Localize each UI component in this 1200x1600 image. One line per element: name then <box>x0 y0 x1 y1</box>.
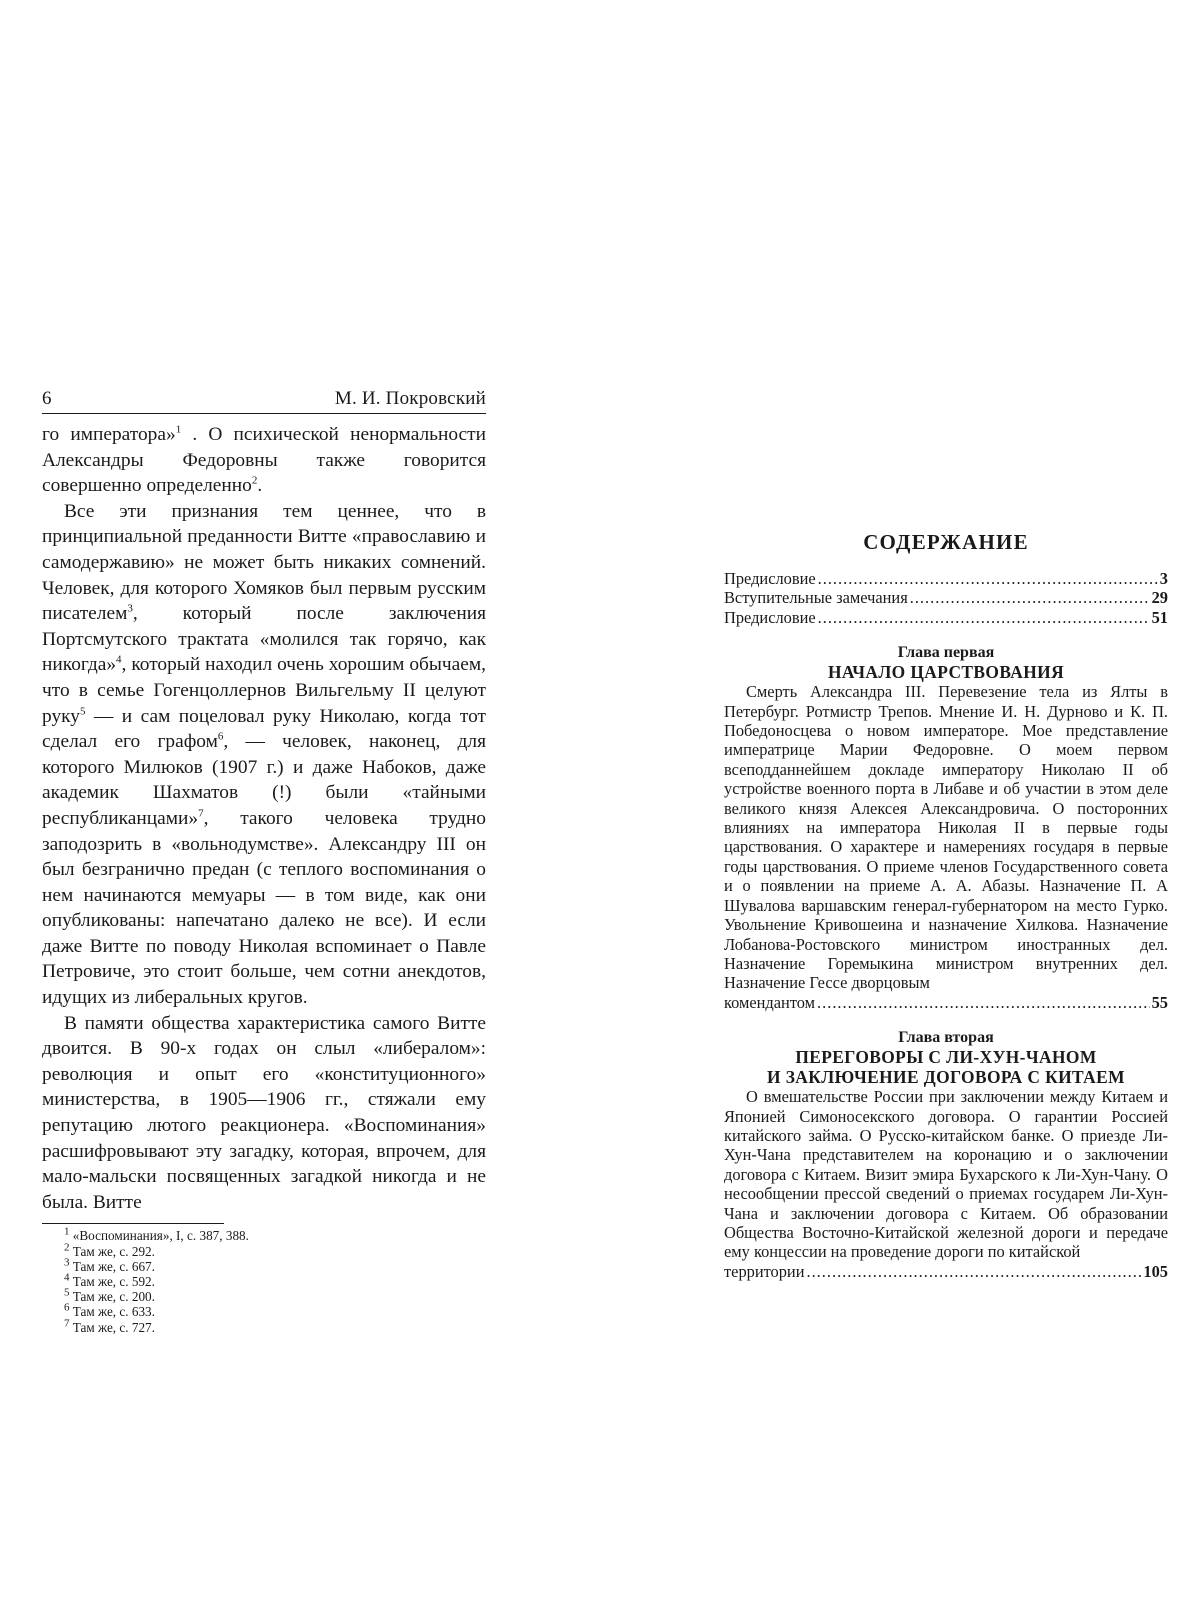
right-page <box>724 530 1168 1281</box>
footnote-text: Там же, с. 592. <box>69 1274 155 1290</box>
running-head <box>42 388 486 414</box>
chapter-description: О вмешательстве России при заключении между Китаем и Японией Симоносекского договора. О гарантии Россией китайского займа. О Русско-китайском банке. О приезде Ли-Хун-Чана представителем на коронацию и о заключении договора с Китаем. Визит эмира Бухарского к Ли-Хун-Чану. О несообщении прессой сведений о приемах государем Ли-Хун-Чана и заключении договора с Китаем. Об образовании Общества Восточно-Китайской железной дороги и передаче ему концессии на проведение дороги по китайской <box>724 1087 1168 1262</box>
footnote-ref[interactable]: 6 <box>217 730 224 743</box>
footnote-text: «Воспоминания», I, с. 387, 388. <box>69 1228 249 1244</box>
chapter-description-last-line <box>724 993 1168 1012</box>
chapter-title: НАЧАЛО ЦАРСТВОВАНИЯ <box>827 662 1065 683</box>
footnote-ref[interactable]: 4 <box>116 653 122 666</box>
toc-entry-page: 29 <box>1151 588 1168 608</box>
footnote-number: 3 <box>64 1256 70 1269</box>
chapter-page: 105 <box>1143 1261 1168 1281</box>
footnote-ref[interactable]: 7 <box>198 807 204 820</box>
footnote-number: 6 <box>64 1302 70 1315</box>
toc-leader-dots <box>818 569 1158 588</box>
chapter-page: 55 <box>1151 992 1168 1012</box>
footnote-ref[interactable]: 5 <box>79 705 86 718</box>
chapter-description-last-line <box>724 1262 1168 1281</box>
chapter-number: Глава первая <box>897 644 995 662</box>
left-page <box>42 388 486 1335</box>
footnote <box>64 1271 486 1290</box>
footnote <box>64 1286 486 1305</box>
footnote-text: Там же, с. 633. <box>69 1304 155 1320</box>
toc-chapter[interactable] <box>724 1028 1168 1281</box>
footnote-number: 4 <box>64 1271 70 1284</box>
footnote-number: 5 <box>64 1286 70 1299</box>
toc-leader-dots <box>806 1262 1141 1281</box>
footnote-ref[interactable]: 2 <box>251 474 258 487</box>
chapter-number: Глава вторая <box>898 1029 994 1047</box>
footnote-number: 1 <box>64 1226 70 1239</box>
paragraph: го императора»$^1$ . О психической ненормальности Александры Федоровны также говорится совершенно определенно$^2$. <box>42 423 486 497</box>
chapter-description-tail: комендантом <box>724 992 816 1012</box>
toc-entry-label: Вступительные замечания <box>724 588 908 608</box>
footnote-text: Там же, с. 727. <box>69 1319 155 1335</box>
toc-entry-label: Предисловие <box>724 607 816 627</box>
toc-entry[interactable] <box>724 608 1168 627</box>
toc-entry-page: 3 <box>1159 569 1168 588</box>
footnote-number: 7 <box>64 1317 70 1330</box>
footnote-text: Там же, с. 667. <box>69 1258 155 1274</box>
paragraph: Все эти признания тем ценнее, что в принципиальной преданности Витте «православию и самодержавию» не может быть никаких сомнений. Человек, для которого Хомяков был первым русским писателем$^3$, который после заключения Портсмутского трактата «молился так горячо, как никогда»$^4$, который находил очень хорошим обычаем, что в семье Гогенцоллернов Вильгельму II целуют руку$^5$ — и сам поцеловал руку Николаю, когда тот сделал его графом$^6$, — человек, наконец, для которого Милюков (1907 г.) и даже Набоков, даже академик Шахматов (!) были «тайными республиканцами»$^7$, такого человека трудно заподозрить в «вольнодумстве». Александру III он был безгранично предан (с теплого воспоминания о нем начинаются мемуары — в том виде, как они опубликованы: напечатано далеко не все). И если даже Витте по поводу Николая вспоминает о Павле Петровиче, это стоит больше, чем сотни анекдотов, идущих из либеральных кругов. <box>42 500 486 1009</box>
footnote-rule <box>42 1223 224 1224</box>
footnote-number: 2 <box>64 1241 70 1254</box>
body-text <box>42 422 486 1215</box>
footnote <box>64 1256 486 1274</box>
running-author: М. И. Покровский <box>334 388 486 409</box>
toc-leader-dots <box>817 993 1150 1012</box>
toc-entry[interactable] <box>724 569 1168 588</box>
footnote-ref[interactable]: 1 <box>175 423 182 436</box>
toc-front-matter <box>724 569 1168 627</box>
page-number: 6 <box>42 388 52 409</box>
footnote <box>64 1228 486 1243</box>
footnote-text: Там же, с. 200. <box>69 1289 155 1305</box>
toc-title: СОДЕРЖАНИЕ <box>863 530 1029 554</box>
toc-entry[interactable] <box>724 588 1168 607</box>
footnotes <box>42 1228 486 1334</box>
chapter-description-tail: территории <box>724 1261 805 1281</box>
toc-leader-dots <box>910 588 1150 607</box>
toc-chapters <box>724 643 1168 1281</box>
chapter-title: И ЗАКЛЮЧЕНИЕ ДОГОВОРА С КИТАЕМ <box>767 1067 1125 1088</box>
footnote-text: Там же, с. 292. <box>69 1243 155 1259</box>
footnote <box>64 1304 486 1319</box>
chapter-description: Смерть Александра III. Перевезение тела из Ялты в Петербург. Ротмистр Трепов. Мнение И. Н. Дурново и К. П. Победоносцева о новом императоре. Мое представление императрице Марии Федоровне. О моем первом всеподданнейшем докладе императору Николаю II об устройстве военного порта в Либаве и об участии в этом деле великого князя Алексея Александровича. О посторонних влияниях на императора Николая II в первые годы царствования. О характере и намерениях государя в первые годы царствования. О приеме членов Государственного совета и о появлении на приеме А. А. Абазы. Назначение П. А Шувалова варшавским генерал-губернатором на место Гурко. Увольнение Кривошеина и назначение Хилкова. Назначение Лобанова-Ростовского министром иностранных дел. Назначение Горемыкина министром внутренних дел. Назначение Гессе дворцовым <box>724 682 1168 993</box>
paragraph: В памяти общества характеристика самого Витте двоится. В 90-х годах он слыл «либералом»: революция и опыт его «конституционного» министерства, в 1905—1906 гг., стяжали ему репутацию лютого реакционера. «Воспоминания» расшифровывают эту загадку, которая, впрочем, для мало-мальски посвященных загадкой никогда и не была. Витте <box>42 1012 486 1213</box>
toc-leader-dots <box>818 608 1150 627</box>
footnote-ref[interactable]: 3 <box>127 602 133 615</box>
footnote <box>64 1241 486 1259</box>
toc-entry-page: 51 <box>1151 607 1168 627</box>
toc-entry-label: Предисловие <box>724 569 816 588</box>
footnote <box>64 1317 486 1335</box>
toc-chapter[interactable] <box>724 643 1168 1012</box>
chapter-title: ПЕРЕГОВОРЫ С ЛИ-ХУН-ЧАНОМ <box>795 1047 1097 1068</box>
